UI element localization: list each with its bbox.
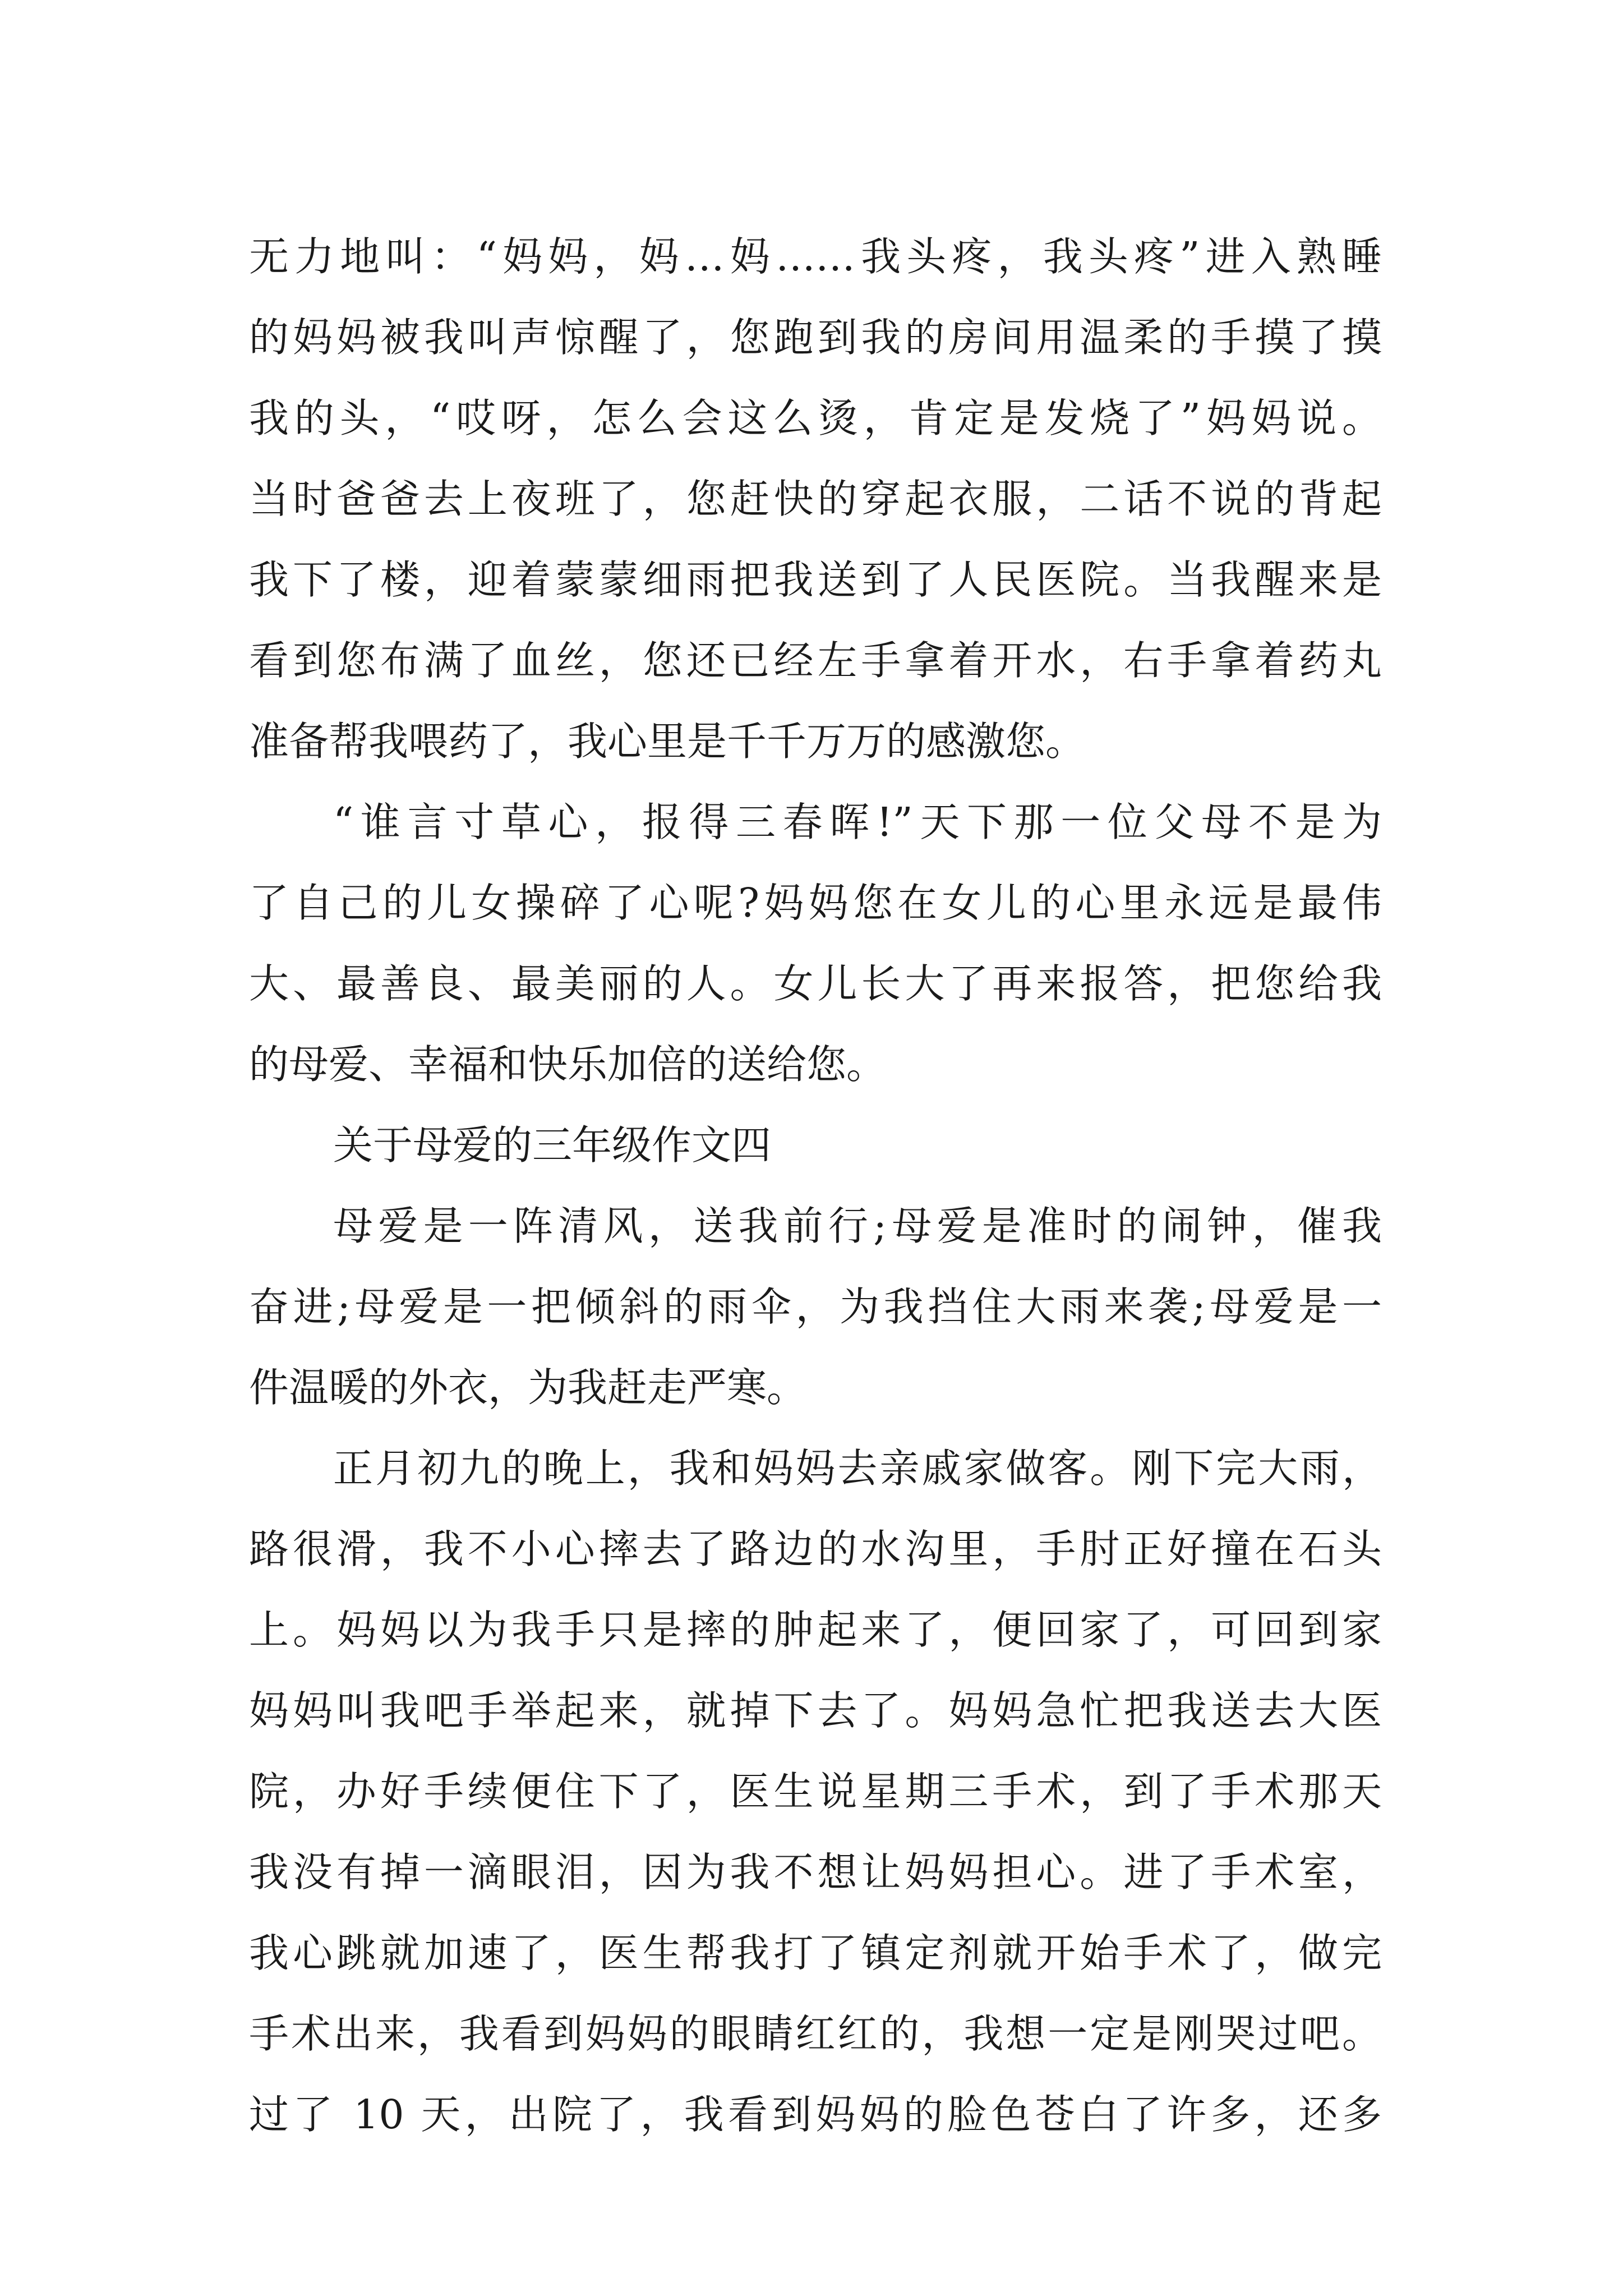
text-line: 准备帮我喂药了，我心里是千千万万的感激您。 — [249, 718, 1086, 765]
text-line: 我心跳就加速了，医生帮我打了镇定剂就开始手术了，做完 — [249, 1930, 1382, 1976]
paragraph-first-line: 正月初九的晚上，我和妈妈去亲戚家做客。刚下完大雨， — [333, 1445, 1382, 1492]
text-line: 过了 10 天，出院了，我看到妈妈的脸色苍白了许多，还多 — [249, 2091, 1382, 2138]
text-line: 的母爱、幸福和快乐加倍的送给您。 — [249, 1041, 887, 1088]
text-line: 路很滑，我不小心摔去了路边的水沟里，手肘正好撞在石头 — [249, 1526, 1382, 1572]
text-line: 院，办好手续便住下了，医生说星期三手术，到了手术那天 — [249, 1768, 1382, 1815]
paragraph-first-line: 母爱是一阵清风，送我前行;母爱是准时的闹钟，催我 — [333, 1203, 1382, 1249]
text-line: 手术出来，我看到妈妈的眼睛红红的，我想一定是刚哭过吧。 — [249, 2010, 1382, 2057]
text-line: 了自己的儿女操碎了心呢?妈妈您在女儿的心里永远是最伟 — [249, 880, 1382, 926]
text-line: 妈妈叫我吧手举起来，就掉下去了。妈妈急忙把我送去大医 — [249, 1687, 1382, 1734]
text-line: 奋进;母爱是一把倾斜的雨伞，为我挡住大雨来袭;母爱是一 — [249, 1283, 1382, 1330]
text-line: 看到您布满了血丝，您还已经左手拿着开水，右手拿着药丸 — [249, 637, 1382, 684]
paragraph-first-line: “谁言寸草心，报得三春晖!”天下那一位父母不是为 — [333, 799, 1382, 845]
text-line: 的妈妈被我叫声惊醒了，您跑到我的房间用温柔的手摸了摸 — [249, 314, 1382, 361]
text-line: 上。妈妈以为我手只是摔的肿起来了，便回家了，可回到家 — [249, 1607, 1382, 1653]
text-line: 当时爸爸去上夜班了，您赶快的穿起衣服，二话不说的背起 — [249, 476, 1382, 522]
text-line: 无力地叫：“妈妈，妈…妈……我头疼，我头疼”进入熟睡 — [249, 233, 1382, 280]
text-line: 件温暖的外衣，为我赶走严寒。 — [249, 1364, 807, 1411]
text-line: 我下了楼，迎着蒙蒙细雨把我送到了人民医院。当我醒来是 — [249, 556, 1382, 603]
text-line: 大、最善良、最美丽的人。女儿长大了再来报答，把您给我 — [249, 960, 1382, 1007]
text-line: 我没有掉一滴眼泪，因为我不想让妈妈担心。进了手术室， — [249, 1849, 1382, 1895]
section-heading: 关于母爱的三年级作文四 — [333, 1122, 772, 1168]
essay-body — [249, 217, 1382, 2155]
text-line: 我的头，“哎呀，怎么会这么烫，肯定是发烧了”妈妈说。 — [249, 395, 1382, 441]
